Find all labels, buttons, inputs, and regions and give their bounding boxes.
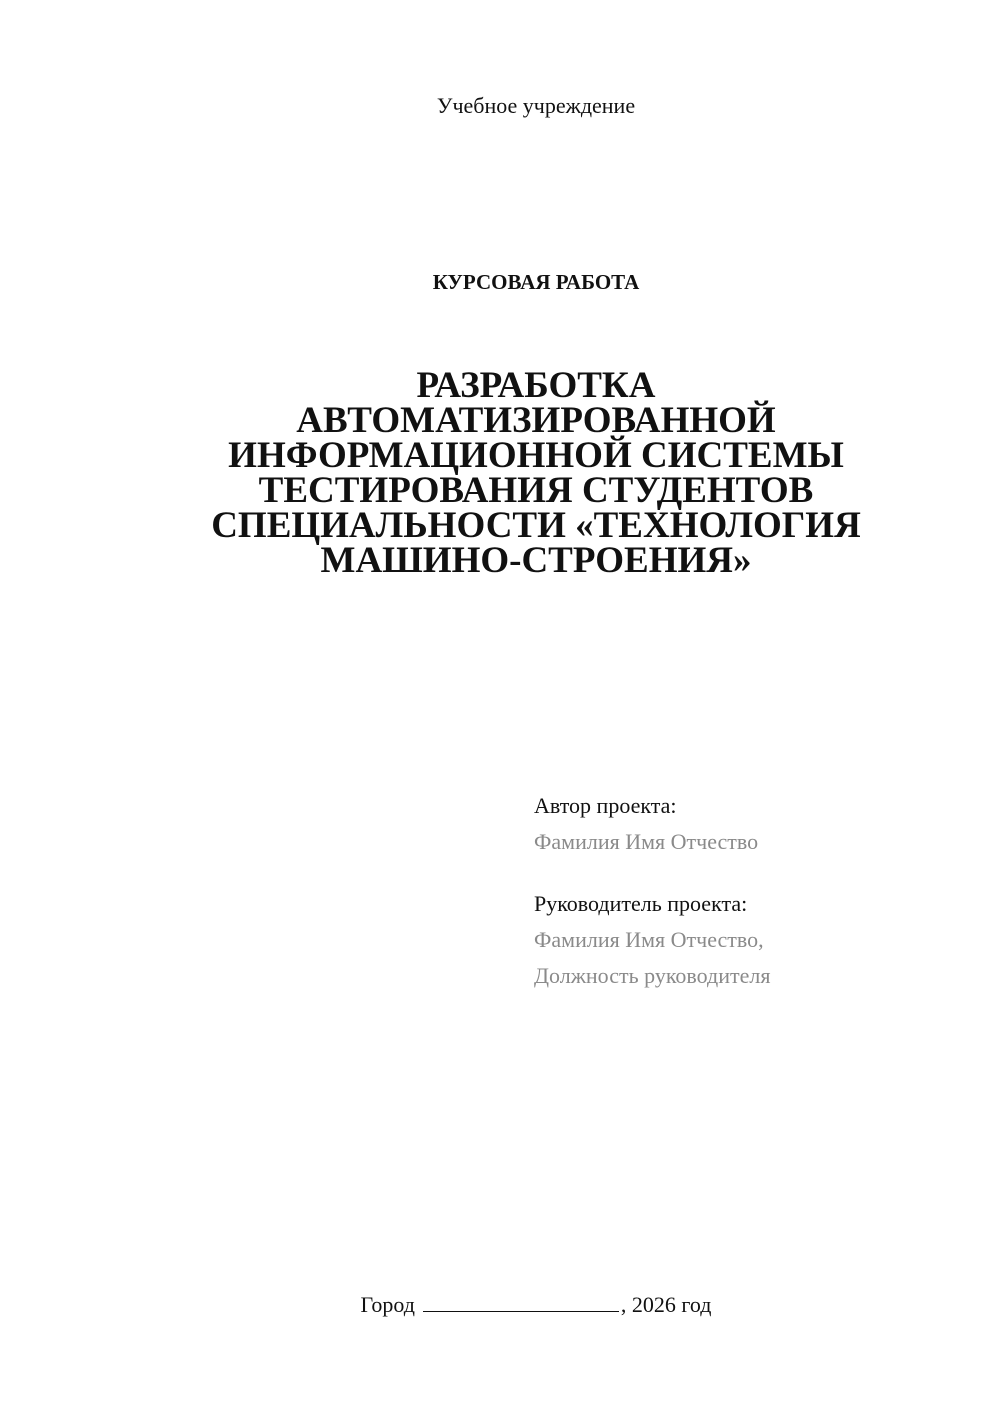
city-blank [423, 1293, 619, 1312]
year-text: , 2026 год [620, 1292, 712, 1317]
signature-block [534, 788, 974, 994]
title-line: РАЗРАБОТКА [416, 365, 656, 406]
supervisor-position: Должность руководителя [534, 963, 771, 988]
title-line: МАШИНО-СТРОЕНИЯ» [320, 540, 752, 581]
city-label: Город [360, 1292, 415, 1317]
city-year-line [0, 1290, 1000, 1320]
spacer [534, 860, 974, 886]
supervisor-label: Руководитель проекта: [534, 891, 748, 916]
title-line: СПЕЦИАЛЬНОСТИ «ТЕХНОЛОГИЯ [211, 505, 861, 546]
institution-name: Учебное учреждение [436, 93, 636, 118]
supervisor-name: Фамилия Имя Отчество, [534, 927, 764, 952]
author-name: Фамилия Имя Отчество [534, 829, 759, 854]
author-label: Автор проекта: [534, 793, 677, 818]
document-type: КУРСОВАЯ РАБОТА [432, 270, 640, 294]
title-line: АВТОМАТИЗИРОВАННОЙ [296, 400, 776, 441]
title-line: ТЕСТИРОВАНИЯ СТУДЕНТОВ [258, 470, 814, 511]
title-line: ИНФОРМАЦИОННОЙ СИСТЕМЫ [228, 435, 844, 476]
work-title [150, 365, 922, 581]
